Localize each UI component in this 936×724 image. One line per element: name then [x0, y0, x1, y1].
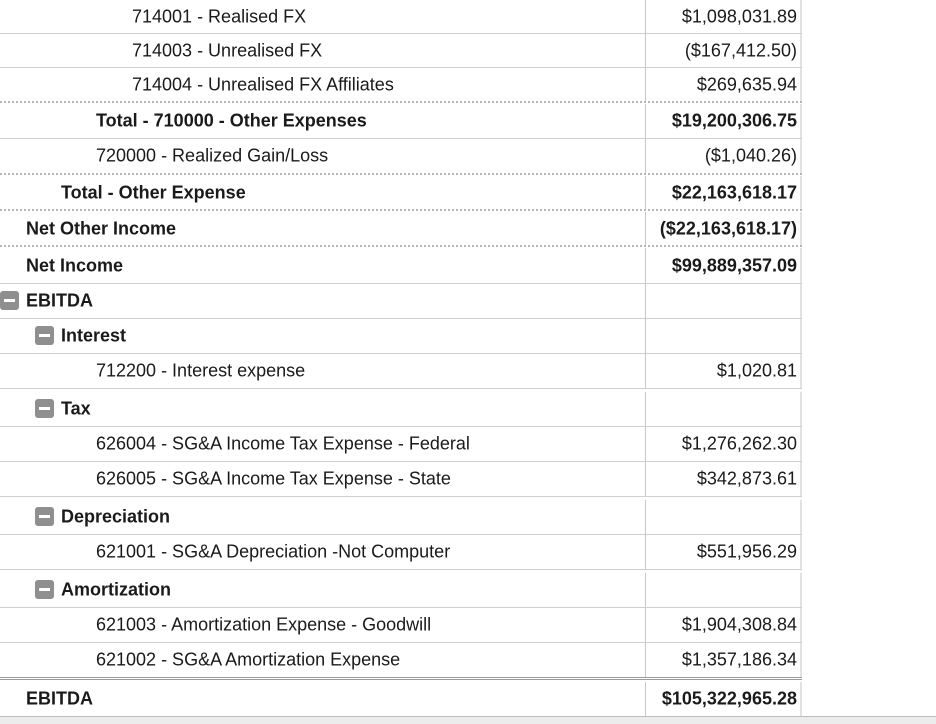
column-edge: [800, 0, 802, 33]
group-label-cell: [0, 319, 645, 353]
group-header-amortization[interactable]: [0, 573, 802, 608]
account-label-cell: [0, 0, 645, 33]
total-label-cell: [0, 248, 645, 283]
minus-square-icon[interactable]: [35, 326, 54, 345]
total-label-cell: [0, 176, 645, 209]
column-edge: [800, 643, 802, 677]
account-row-714004: [0, 68, 802, 103]
amount-value: $269,635.94: [696, 74, 797, 95]
column-edge: [800, 573, 802, 607]
account-label-cell: [0, 608, 645, 642]
amount-cell: [645, 427, 802, 461]
amount-cell: [645, 68, 802, 101]
account-row-720000: [0, 139, 802, 175]
net-income-row: [0, 248, 802, 284]
account-label-cell: [0, 535, 645, 569]
group-header-ebitda[interactable]: [0, 284, 802, 319]
amount-value: $342,873.61: [696, 468, 797, 489]
amount-cell: [645, 682, 802, 716]
account-row-714001: [0, 0, 802, 34]
column-edge: [800, 535, 802, 569]
account-row-621003: [0, 608, 802, 643]
column-edge: [800, 500, 802, 534]
account-label: 621002 - SG&A Amortization Expense: [96, 649, 401, 670]
amount-cell: [645, 643, 802, 677]
account-row-626004: [0, 427, 802, 462]
total-row-other-expense: [0, 176, 802, 211]
total-label-cell: [0, 212, 645, 245]
group-label-cell: [0, 573, 645, 607]
account-row-714003: [0, 34, 802, 68]
column-edge: [800, 68, 802, 101]
account-label-cell: [0, 643, 645, 677]
group-label: EBITDA: [26, 290, 93, 311]
total-amount: $105,322,965.28: [661, 688, 797, 709]
account-row-621002: [0, 643, 802, 680]
group-label: Depreciation: [61, 506, 171, 527]
amount-value: $1,276,262.30: [681, 433, 797, 454]
column-edge: [800, 392, 802, 426]
amount-cell: [645, 34, 802, 67]
account-label: 714004 - Unrealised FX Affiliates: [132, 74, 394, 95]
account-label-cell: [0, 139, 645, 173]
column-edge: [800, 354, 802, 388]
total-label-cell: [0, 682, 645, 716]
amount-cell: [645, 0, 802, 33]
account-label: 712200 - Interest expense: [96, 360, 306, 381]
minus-square-icon[interactable]: [35, 507, 54, 526]
group-label: Tax: [61, 398, 91, 419]
group-label: Amortization: [61, 579, 171, 600]
amount-cell: [645, 319, 802, 353]
minus-square-icon[interactable]: [0, 291, 19, 310]
amount-value: $1,357,186.34: [681, 649, 797, 670]
account-row-626005: [0, 462, 802, 497]
amount-cell: [645, 462, 802, 496]
account-row-621001: [0, 535, 802, 570]
minus-square-icon[interactable]: [35, 580, 54, 599]
amount-cell: [645, 608, 802, 642]
total-amount: $22,163,618.17: [671, 182, 797, 203]
amount-value: $1,020.81: [716, 360, 797, 381]
total-label: EBITDA: [26, 688, 93, 709]
group-label-cell: [0, 500, 645, 534]
amount-cell: [645, 248, 802, 283]
group-label: Interest: [61, 325, 127, 346]
total-row-ebitda: [0, 682, 802, 716]
group-header-tax[interactable]: [0, 392, 802, 427]
amount-value: $1,098,031.89: [681, 6, 797, 27]
group-header-depreciation[interactable]: [0, 500, 802, 535]
amount-value: $1,904,308.84: [681, 614, 797, 635]
column-edge: [800, 104, 802, 138]
total-label: Total - Other Expense: [61, 182, 246, 203]
column-edge: [800, 139, 802, 173]
column-edge: [800, 284, 802, 318]
account-label: 714001 - Realised FX: [132, 6, 307, 27]
account-label: 626005 - SG&A Income Tax Expense - State: [96, 468, 451, 489]
column-edge: [800, 248, 802, 283]
account-label: 621003 - Amortization Expense - Goodwill: [96, 614, 432, 635]
minus-square-icon[interactable]: [35, 399, 54, 418]
amount-cell: [645, 212, 802, 245]
account-label-cell: [0, 427, 645, 461]
group-header-interest[interactable]: [0, 319, 802, 354]
amount-cell: [645, 392, 802, 426]
amount-cell: [645, 573, 802, 607]
column-edge: [800, 462, 802, 496]
group-label-cell: [0, 284, 645, 318]
amount-cell: [645, 500, 802, 534]
column-edge: [800, 176, 802, 209]
column-edge: [800, 427, 802, 461]
account-label: 714003 - Unrealised FX: [132, 40, 323, 61]
amount-value: $551,956.29: [696, 541, 797, 562]
account-label-cell: [0, 462, 645, 496]
amount-cell: [645, 104, 802, 138]
total-label-cell: [0, 104, 645, 138]
column-edge: [800, 608, 802, 642]
account-row-712200: [0, 354, 802, 389]
total-amount: $19,200,306.75: [671, 110, 797, 131]
group-label-cell: [0, 392, 645, 426]
column-edge: [800, 34, 802, 67]
column-edge: [800, 319, 802, 353]
amount-cell: [645, 176, 802, 209]
amount-cell: [645, 139, 802, 173]
total-amount: ($22,163,618.17): [659, 218, 797, 239]
amount-value: ($167,412.50): [684, 40, 797, 61]
column-edge: [800, 212, 802, 245]
account-label: 621001 - SG&A Depreciation -Not Computer: [96, 541, 451, 562]
account-label: 720000 - Realized Gain/Loss: [96, 145, 329, 166]
column-edge: [800, 682, 802, 716]
account-label-cell: [0, 354, 645, 388]
amount-cell: [645, 354, 802, 388]
amount-cell: [645, 535, 802, 569]
total-label: Total - 710000 - Other Expenses: [96, 110, 367, 131]
net-other-income-row: [0, 212, 802, 247]
amount-value: ($1,040.26): [704, 145, 797, 166]
total-amount: $99,889,357.09: [671, 255, 797, 276]
account-label-cell: [0, 34, 645, 67]
total-row-710000: [0, 104, 802, 139]
amount-cell: [645, 284, 802, 318]
report-bottom-border: [0, 716, 936, 724]
account-label: 626004 - SG&A Income Tax Expense - Federal: [96, 433, 470, 454]
account-label-cell: [0, 68, 645, 101]
total-label: Net Income: [26, 255, 124, 276]
total-label: Net Other Income: [26, 218, 177, 239]
